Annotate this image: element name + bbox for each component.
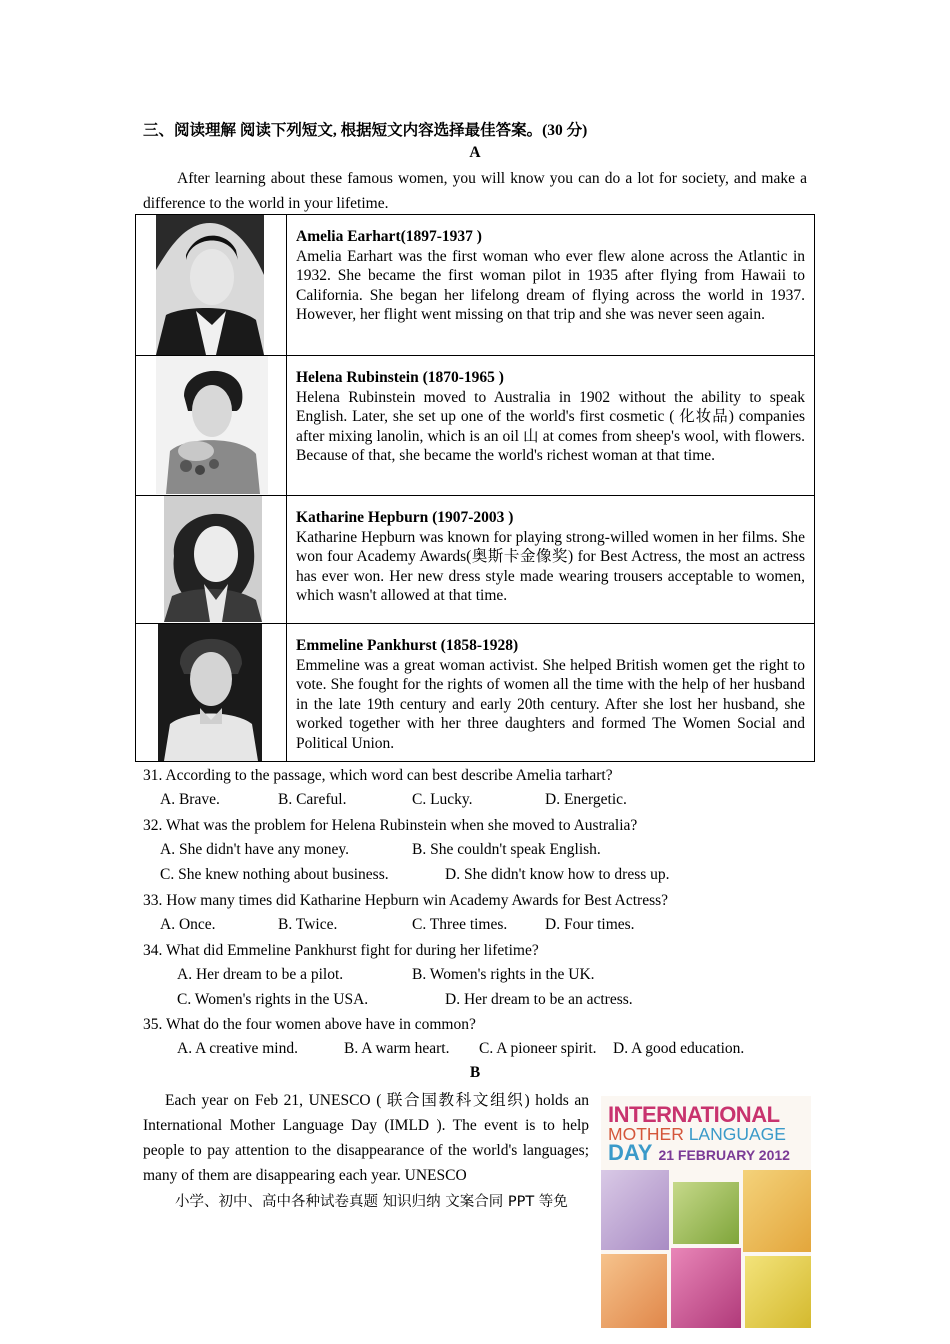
option-35b: B. A warm heart.: [344, 1040, 450, 1057]
photo-tile: [745, 1256, 811, 1328]
bio-cell: [287, 624, 815, 762]
poster-mother: MOTHER: [608, 1124, 684, 1144]
woman-bio: Amelia Earhart was the first woman who ever flew alone across the Atlantic in 1932. She became the first woman pilot in 1935 after flying from Hawaii to California. She began her lifelong dream of flying across the world in 1937. However, her flight went missing on that trip and she was never seen again.: [296, 247, 805, 323]
photo-tile: [743, 1170, 811, 1252]
footer-watermark-text: 小学、初中、高中各种试卷真题 知识归纳 文案合同 PPT 等免: [175, 1194, 568, 1210]
portrait-katharine-hepburn: [164, 496, 262, 622]
option-34d: D. Her dream to be an actress.: [445, 991, 633, 1008]
question-32: 32. What was the problem for Helena Rubinstein when she moved to Australia?: [143, 817, 638, 834]
woman-bio: Katharine Hepburn was known for playing strong-willed women in her films. She won four Academy Awards(奥斯卡金像奖) for Best Actress, the most an actress has ever won. Her new dress style made wearing trousers acceptable to women, which wasn't allowed at that time.: [296, 528, 805, 604]
woman-name: Katharine Hepburn (1907-2003 ): [296, 509, 514, 526]
portrait-emmeline-pankhurst: [158, 624, 262, 761]
photo-cell: [136, 356, 287, 496]
table-row: [136, 215, 815, 356]
photo-tile: [601, 1170, 669, 1250]
table-row: [136, 496, 815, 624]
option-34c: C. Women's rights in the USA.: [177, 991, 369, 1008]
option-32d: D. She didn't know how to dress up.: [445, 866, 670, 883]
woman-name: Amelia Earhart(1897-1937 ): [296, 228, 482, 245]
option-33b: B. Twice.: [278, 916, 338, 933]
woman-name: Emmeline Pankhurst (1858-1928): [296, 637, 519, 654]
intro-paragraph: After learning about these famous women, you will know you can do a lot for society, and make a difference to the world in your lifetime.: [143, 170, 807, 212]
photo-tile: [601, 1254, 667, 1328]
option-33d: D. Four times.: [545, 916, 635, 933]
option-31a: A. Brave.: [160, 791, 220, 808]
imld-poster: [601, 1096, 811, 1328]
option-31b: B. Careful.: [278, 791, 347, 808]
bio-cell: [287, 356, 815, 496]
poster-day: DAY: [608, 1140, 653, 1165]
poster-line3: [608, 1140, 790, 1166]
photo-cell: [136, 215, 287, 356]
option-32b: B. She couldn't speak English.: [412, 841, 601, 858]
portrait-helena-rubinstein: [156, 356, 268, 494]
option-34b: B. Women's rights in the UK.: [412, 966, 595, 983]
option-31c: C. Lucky.: [412, 791, 473, 808]
photo-cell: [136, 624, 287, 762]
portrait-amelia-earhart: [156, 215, 264, 355]
option-35c: C. A pioneer spirit.: [479, 1040, 597, 1057]
option-34a: A. Her dream to be a pilot.: [177, 966, 344, 983]
table-row: [136, 356, 815, 496]
option-35d: D. A good education.: [613, 1040, 745, 1057]
photo-tile: [671, 1248, 741, 1328]
section-heading: 三、阅读理解 阅读下列短文, 根据短文内容选择最佳答案。(30 分): [143, 122, 588, 139]
woman-name: Helena Rubinstein (1870-1965 ): [296, 369, 504, 386]
option-33c: C. Three times.: [412, 916, 508, 933]
option-31d: D. Energetic.: [545, 791, 627, 808]
poster-language: LANGUAGE: [688, 1124, 786, 1144]
bio-cell: [287, 496, 815, 624]
option-33a: A. Once.: [160, 916, 216, 933]
photo-tile: [673, 1182, 739, 1244]
table-row: [136, 624, 815, 762]
question-33: 33. How many times did Katharine Hepburn win Academy Awards for Best Actress?: [143, 892, 669, 909]
question-31: 31. According to the passage, which word can best describe Amelia tarhart?: [143, 767, 613, 784]
question-34: 34. What did Emmeline Pankhurst fight for during her lifetime?: [143, 942, 539, 959]
option-32a: A. She didn't have any money.: [160, 841, 350, 858]
question-35: 35. What do the four women above have in common?: [143, 1016, 476, 1033]
section-b-label: B: [469, 1064, 481, 1081]
woman-bio: Helena Rubinstein moved to Australia in 1902 without the ability to speak English. Later, she set up one of the world's first cosmetic ( 化妆品) companies after mixing lanolin, which is an oil 山 at comes from sheep's wool, with flowers. Because of that, she became the world's richest woman at that time.: [296, 388, 805, 464]
option-35a: A. A creative mind.: [177, 1040, 298, 1057]
poster-date: 21 FEBRUARY 2012: [658, 1147, 790, 1163]
poster-line1: INTERNATIONAL: [608, 1102, 780, 1127]
bio-cell: [287, 215, 815, 356]
women-table: [135, 214, 815, 762]
section-a-label: A: [469, 144, 481, 161]
woman-bio: Emmeline was a great woman activist. She helped British women get the right to vote. She fought for the rights of women all the time with the help of her husband in the late 19th century and early 20th century. After she lost her husband, she worked together with her three daughters and formed The Women Social and Political Union.: [296, 656, 805, 752]
photo-cell: [136, 496, 287, 624]
passage-b: Each year on Feb 21, UNESCO ( 联合国教科文组织) holds an International Mother Language Day (IMLD ). The event is to help people to pay attention to the disappearance of the world's languages; many of them are disappearing each year. UNESCO: [143, 1092, 589, 1184]
option-32c: C. She knew nothing about business.: [160, 866, 389, 883]
